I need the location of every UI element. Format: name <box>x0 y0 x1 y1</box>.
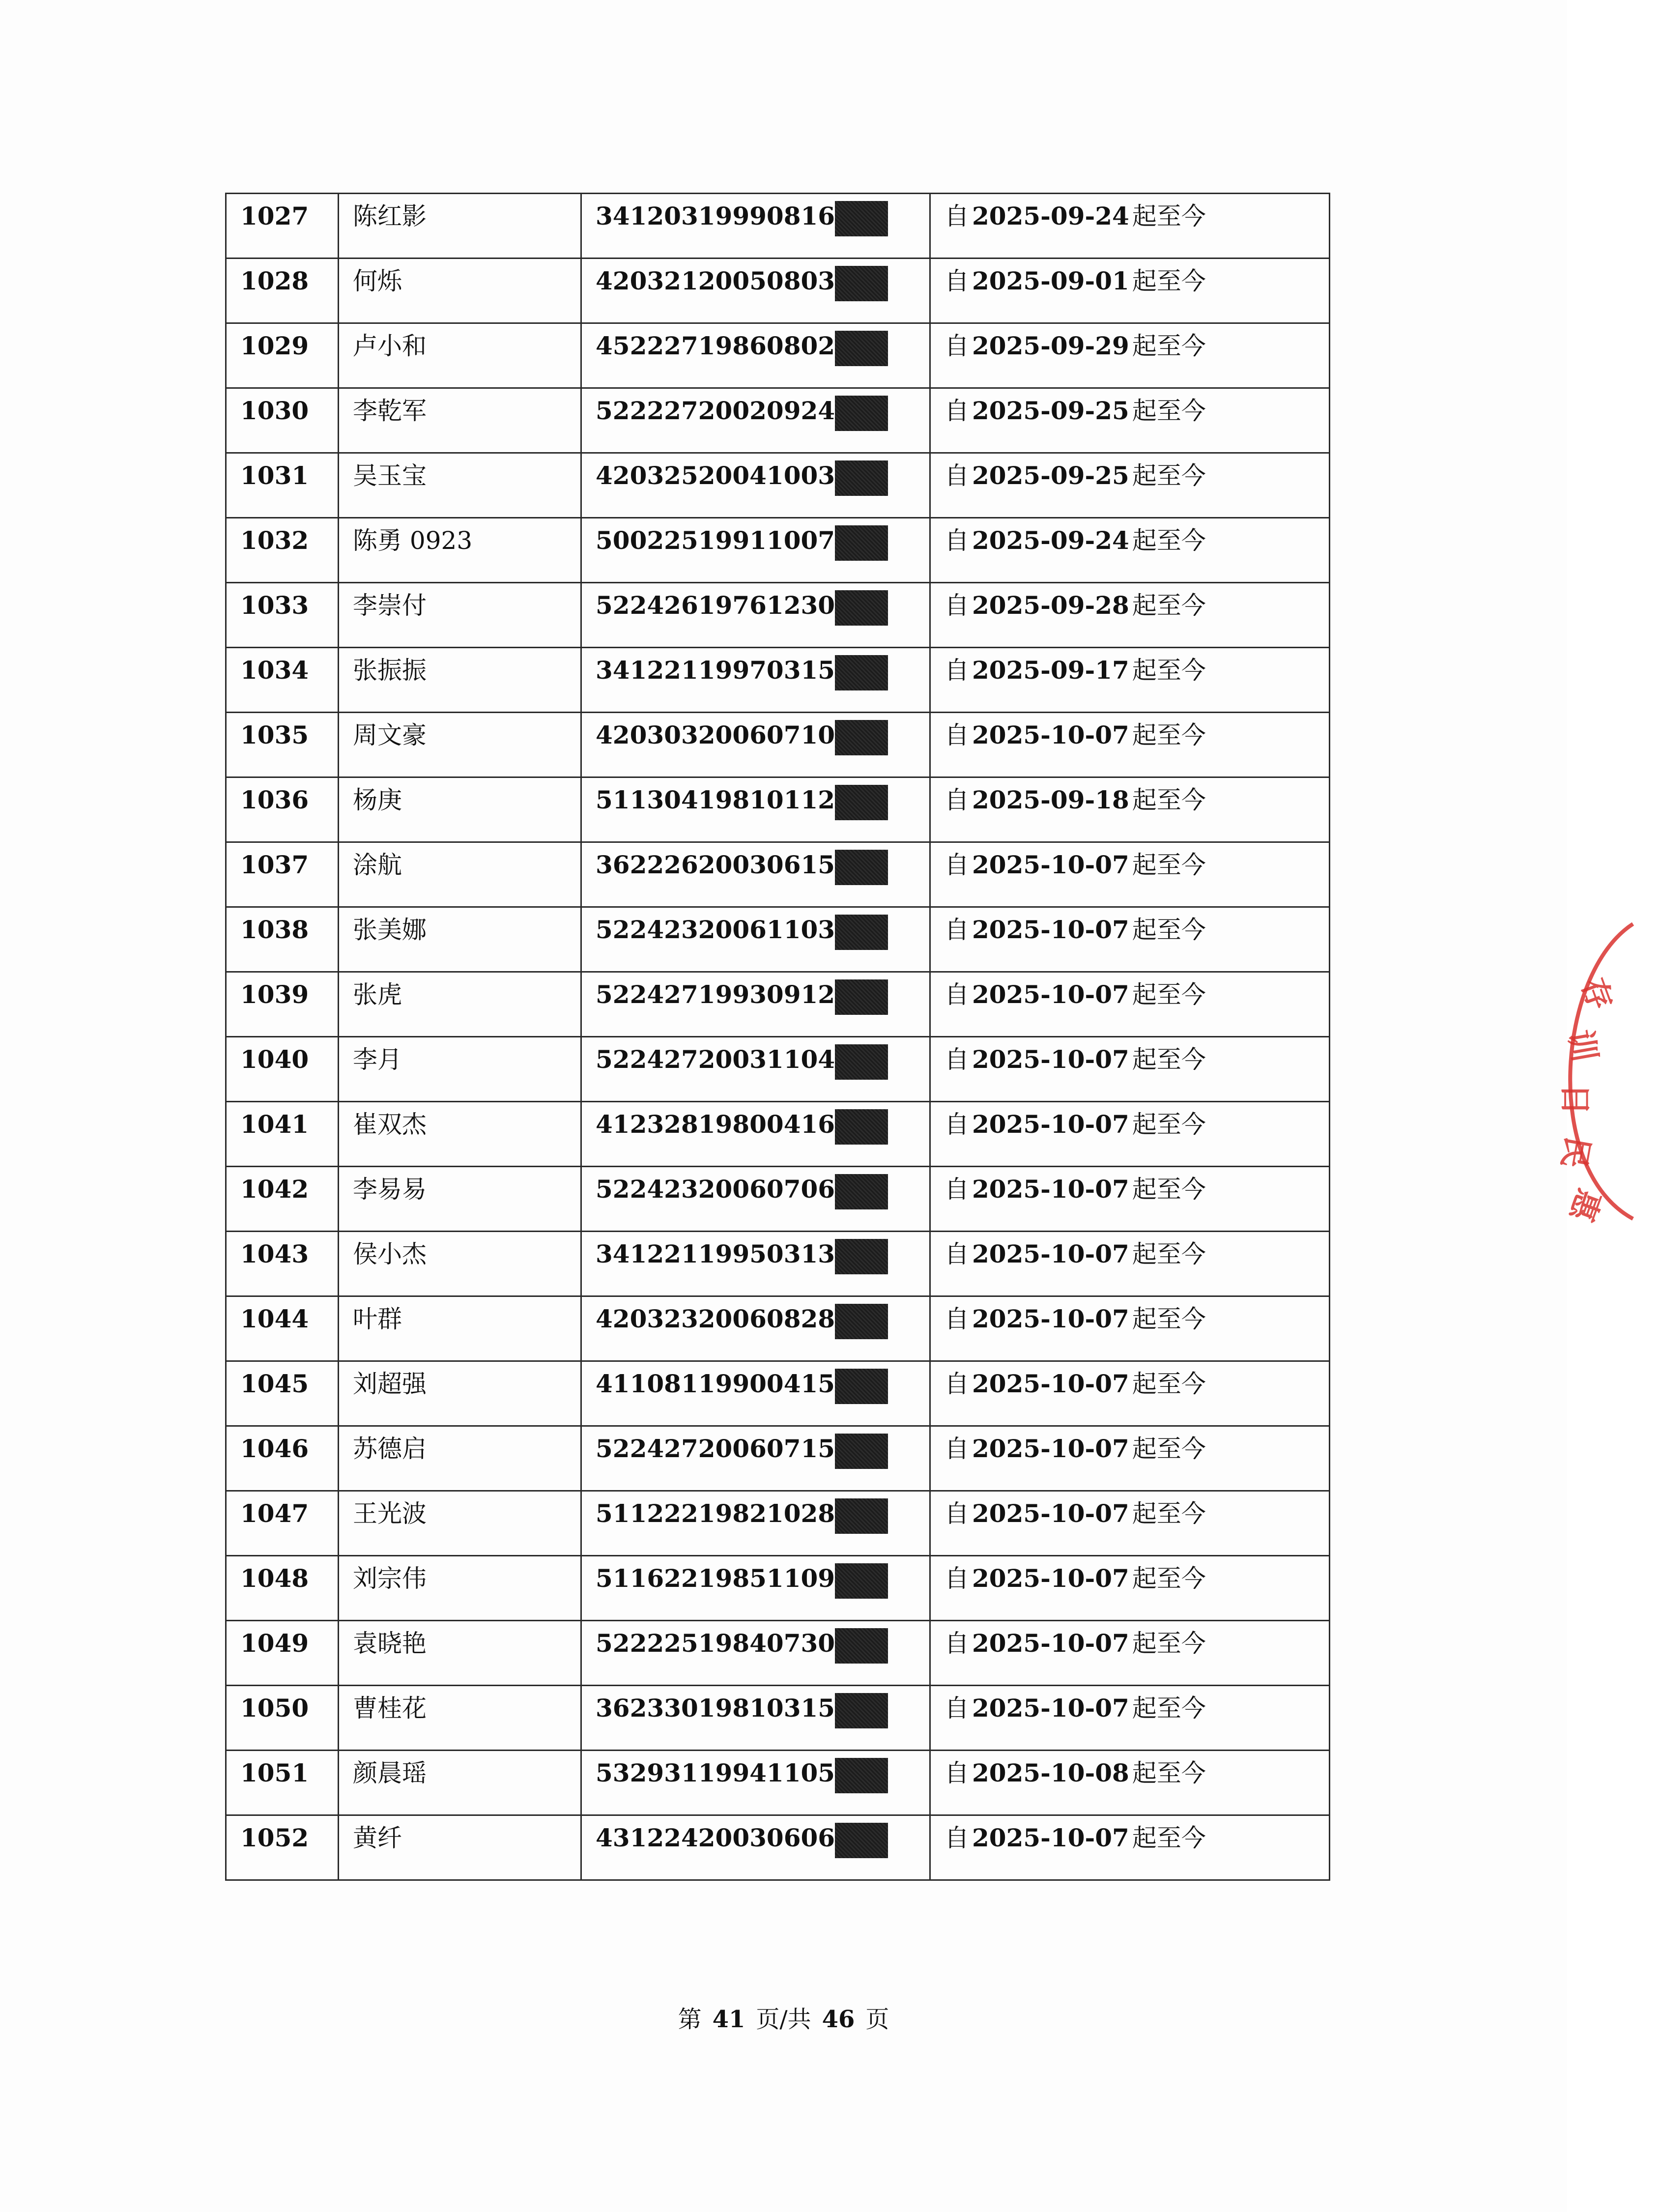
table-row <box>226 842 1330 907</box>
redaction-block <box>835 979 888 1015</box>
id-number: 51122219821028 <box>596 1492 888 1534</box>
person-name: 叶群 <box>353 1305 402 1333</box>
table-row <box>226 1556 1330 1621</box>
date-cell <box>930 1167 1330 1232</box>
date-cell <box>930 1296 1330 1361</box>
table-row <box>226 1296 1330 1361</box>
id-number: 42032120050803 <box>596 259 888 301</box>
person-name: 陈勇 0923 <box>353 526 473 555</box>
row-number: 1031 <box>240 461 309 490</box>
id-number-cell <box>581 1621 930 1686</box>
date-range: 自 2025-10-07 起至今 <box>944 1694 1206 1723</box>
id-number-cell <box>581 259 930 323</box>
svg-text:民: 民 <box>1554 1134 1596 1172</box>
name-cell <box>339 1815 581 1880</box>
id-number-cell <box>581 1296 930 1361</box>
roster-table <box>225 193 1330 1881</box>
row-number: 1032 <box>240 526 309 555</box>
redaction-block <box>835 1628 888 1664</box>
person-name: 周文豪 <box>353 721 427 749</box>
table-row <box>226 1751 1330 1815</box>
row-number: 1041 <box>240 1110 309 1139</box>
name-cell <box>339 194 581 259</box>
redaction-block <box>835 1044 888 1080</box>
table-row <box>226 583 1330 648</box>
date-range: 自 2025-09-25 起至今 <box>944 461 1206 490</box>
id-number-cell <box>581 1556 930 1621</box>
id-number-cell <box>581 972 930 1037</box>
date-cell <box>930 1751 1330 1815</box>
person-name: 何烁 <box>353 267 402 295</box>
date-cell <box>930 1232 1330 1296</box>
row-number-cell <box>226 453 339 518</box>
table-row <box>226 1361 1330 1426</box>
name-cell <box>339 518 581 583</box>
date-range: 自 2025-09-29 起至今 <box>944 331 1206 360</box>
date-cell <box>930 1102 1330 1167</box>
table-row <box>226 907 1330 972</box>
person-name: 卢小和 <box>353 332 427 360</box>
row-number: 1034 <box>240 656 309 685</box>
table-row <box>226 259 1330 323</box>
id-number: 52242320061103 <box>596 908 888 950</box>
id-number-cell <box>581 194 930 259</box>
name-cell <box>339 648 581 713</box>
name-cell <box>339 583 581 648</box>
id-number: 34122119970315 <box>596 648 888 690</box>
name-cell <box>339 713 581 777</box>
row-number-cell <box>226 583 339 648</box>
id-number: 51162219851109 <box>596 1556 888 1599</box>
name-cell <box>339 1232 581 1296</box>
date-cell <box>930 1491 1330 1556</box>
id-number-cell <box>581 713 930 777</box>
id-number: 43122420030606 <box>596 1816 888 1858</box>
table-row <box>226 713 1330 777</box>
date-range: 自 2025-10-07 起至今 <box>944 1629 1206 1658</box>
date-cell <box>930 842 1330 907</box>
date-range: 自 2025-10-07 起至今 <box>944 1175 1206 1204</box>
person-name: 李易易 <box>353 1175 427 1204</box>
row-number-cell <box>226 518 339 583</box>
id-number-cell <box>581 1815 930 1880</box>
date-cell <box>930 713 1330 777</box>
redaction-block <box>835 915 888 950</box>
redaction-block <box>835 1693 888 1728</box>
redaction-block <box>835 1758 888 1793</box>
row-number-cell <box>226 648 339 713</box>
id-number-cell <box>581 388 930 453</box>
redaction-block <box>835 1239 888 1274</box>
redaction-block <box>835 201 888 236</box>
row-number-cell <box>226 1491 339 1556</box>
redaction-block <box>835 1174 888 1209</box>
date-cell <box>930 194 1330 259</box>
date-cell <box>930 1815 1330 1880</box>
footer-suffix: 页 <box>865 2006 889 2033</box>
id-number: 50022519911007 <box>596 518 888 561</box>
id-number-cell <box>581 1361 930 1426</box>
date-range: 自 2025-10-07 起至今 <box>944 1369 1206 1398</box>
name-cell <box>339 1426 581 1491</box>
id-number: 36222620030615 <box>596 843 888 885</box>
row-number: 1045 <box>240 1369 309 1398</box>
date-range: 自 2025-10-07 起至今 <box>944 1499 1206 1528</box>
id-number: 52242320060706 <box>596 1167 888 1209</box>
redaction-block <box>835 1823 888 1858</box>
redaction-block <box>835 331 888 366</box>
id-number-cell <box>581 1037 930 1102</box>
roster-table-body <box>226 194 1330 1880</box>
id-number: 41232819800416 <box>596 1102 888 1145</box>
redaction-block <box>835 850 888 885</box>
current-page-number: 41 <box>712 2006 745 2033</box>
row-number: 1038 <box>240 915 309 944</box>
date-cell <box>930 1686 1330 1751</box>
person-name: 曹桂花 <box>353 1694 427 1723</box>
id-number-cell <box>581 1167 930 1232</box>
date-range: 自 2025-09-18 起至今 <box>944 785 1206 814</box>
row-number-cell <box>226 1167 339 1232</box>
redaction-block <box>835 655 888 690</box>
person-name: 刘宗伟 <box>353 1564 427 1593</box>
date-cell <box>930 388 1330 453</box>
row-number-cell <box>226 1361 339 1426</box>
date-cell <box>930 518 1330 583</box>
date-range: 自 2025-10-07 起至今 <box>944 1045 1206 1074</box>
id-number: 52222519840730 <box>596 1621 888 1664</box>
table-row <box>226 777 1330 842</box>
row-number: 1040 <box>240 1045 309 1074</box>
id-number: 36233019810315 <box>596 1686 888 1728</box>
person-name: 杨庚 <box>353 786 402 814</box>
redaction-block <box>835 720 888 755</box>
page-footer <box>0 2000 1567 2034</box>
row-number: 1028 <box>240 266 309 295</box>
date-range: 自 2025-10-07 起至今 <box>944 720 1206 749</box>
date-cell <box>930 777 1330 842</box>
date-range: 自 2025-09-28 起至今 <box>944 591 1206 620</box>
id-number: 34122119950313 <box>596 1232 888 1274</box>
date-cell <box>930 583 1330 648</box>
id-number: 42032320060828 <box>596 1297 888 1339</box>
row-number: 1035 <box>240 720 309 749</box>
redaction-block <box>835 266 888 301</box>
date-cell <box>930 648 1330 713</box>
row-number-cell <box>226 1426 339 1491</box>
person-name: 涂航 <box>353 851 402 879</box>
person-name: 侯小杰 <box>353 1240 427 1268</box>
row-number: 1037 <box>240 850 309 879</box>
date-range: 自 2025-10-07 起至今 <box>944 1304 1206 1333</box>
name-cell <box>339 453 581 518</box>
total-pages-number: 46 <box>822 2006 855 2033</box>
name-cell <box>339 1361 581 1426</box>
id-number: 41108119900415 <box>596 1362 888 1404</box>
person-name: 袁晓艳 <box>353 1629 427 1658</box>
svg-text:惠: 惠 <box>1562 1184 1607 1226</box>
row-number: 1033 <box>240 591 309 620</box>
footer-prefix: 第 <box>678 2006 702 2033</box>
name-cell <box>339 777 581 842</box>
name-cell <box>339 1037 581 1102</box>
date-range: 自 2025-09-01 起至今 <box>944 266 1206 295</box>
date-range: 自 2025-09-24 起至今 <box>944 526 1206 555</box>
row-number-cell <box>226 1556 339 1621</box>
name-cell <box>339 1491 581 1556</box>
date-range: 自 2025-10-07 起至今 <box>944 850 1206 879</box>
row-number-cell <box>226 388 339 453</box>
redaction-block <box>835 1369 888 1404</box>
date-cell <box>930 1037 1330 1102</box>
name-cell <box>339 1167 581 1232</box>
id-number: 45222719860802 <box>596 324 888 366</box>
table-row <box>226 1102 1330 1167</box>
row-number-cell <box>226 323 339 388</box>
table-row <box>226 453 1330 518</box>
date-range: 自 2025-10-07 起至今 <box>944 1823 1206 1852</box>
id-number-cell <box>581 1102 930 1167</box>
name-cell <box>339 1556 581 1621</box>
person-name: 刘超强 <box>353 1370 427 1398</box>
table-row <box>226 1037 1330 1102</box>
id-number: 42030320060710 <box>596 713 888 755</box>
id-number-cell <box>581 1491 930 1556</box>
name-cell <box>339 972 581 1037</box>
date-cell <box>930 907 1330 972</box>
date-cell <box>930 1426 1330 1491</box>
person-name: 吴玉宝 <box>353 461 427 490</box>
row-number: 1039 <box>240 980 309 1009</box>
row-number-cell <box>226 1102 339 1167</box>
table-row <box>226 388 1330 453</box>
table-row <box>226 1426 1330 1491</box>
row-number-cell <box>226 972 339 1037</box>
date-cell <box>930 972 1330 1037</box>
table-row <box>226 972 1330 1037</box>
id-number-cell <box>581 323 930 388</box>
date-cell <box>930 1621 1330 1686</box>
person-name: 颜晨瑶 <box>353 1759 427 1787</box>
row-number-cell <box>226 842 339 907</box>
id-number: 42032520041003 <box>596 454 888 496</box>
id-number: 52242720060715 <box>596 1427 888 1469</box>
table-row <box>226 1167 1330 1232</box>
redaction-block <box>835 460 888 496</box>
person-name: 王光波 <box>353 1499 427 1528</box>
person-name: 李崇付 <box>353 591 427 620</box>
row-number: 1050 <box>240 1694 309 1723</box>
person-name: 苏德启 <box>353 1435 427 1463</box>
date-range: 自 2025-10-08 起至今 <box>944 1758 1206 1787</box>
redaction-block <box>835 1109 888 1145</box>
name-cell <box>339 907 581 972</box>
id-number-cell <box>581 648 930 713</box>
redaction-block <box>835 590 888 626</box>
official-seal-stamp <box>1513 914 1660 1229</box>
person-name: 崔双杰 <box>353 1110 427 1139</box>
footer-middle: 页/共 <box>756 2006 811 2033</box>
id-number-cell <box>581 518 930 583</box>
svg-text:存: 存 <box>1574 973 1619 1015</box>
row-number: 1027 <box>240 201 309 230</box>
date-cell <box>930 323 1330 388</box>
date-range: 自 2025-10-07 起至今 <box>944 1564 1206 1593</box>
date-range: 自 2025-10-07 起至今 <box>944 1239 1206 1268</box>
row-number-cell <box>226 1686 339 1751</box>
date-cell <box>930 1556 1330 1621</box>
person-name: 李乾军 <box>353 397 427 425</box>
name-cell <box>339 842 581 907</box>
table-row <box>226 648 1330 713</box>
redaction-block <box>835 785 888 820</box>
redaction-block <box>835 1498 888 1534</box>
row-number: 1029 <box>240 331 309 360</box>
svg-text:日: 日 <box>1556 1084 1593 1115</box>
name-cell <box>339 1686 581 1751</box>
row-number-cell <box>226 1815 339 1880</box>
table-row <box>226 518 1330 583</box>
name-cell <box>339 1102 581 1167</box>
id-number-cell <box>581 1686 930 1751</box>
person-name: 张振振 <box>353 656 427 685</box>
row-number-cell <box>226 1621 339 1686</box>
redaction-block <box>835 1563 888 1599</box>
date-cell <box>930 453 1330 518</box>
person-name: 陈红影 <box>353 202 427 230</box>
date-range: 自 2025-10-07 起至今 <box>944 1110 1206 1139</box>
id-number: 52242619761230 <box>596 583 888 626</box>
row-number: 1052 <box>240 1823 309 1852</box>
id-number-cell <box>581 583 930 648</box>
date-range: 自 2025-09-17 起至今 <box>944 656 1206 685</box>
name-cell <box>339 323 581 388</box>
date-cell <box>930 1361 1330 1426</box>
row-number: 1048 <box>240 1564 309 1593</box>
row-number-cell <box>226 907 339 972</box>
redaction-block <box>835 1304 888 1339</box>
name-cell <box>339 388 581 453</box>
redaction-block <box>835 1434 888 1469</box>
redaction-block <box>835 396 888 431</box>
row-number: 1042 <box>240 1175 309 1204</box>
date-range: 自 2025-09-24 起至今 <box>944 201 1206 230</box>
row-number-cell <box>226 1751 339 1815</box>
row-number: 1046 <box>240 1434 309 1463</box>
id-number: 52242720031104 <box>596 1037 888 1080</box>
row-number: 1030 <box>240 396 309 425</box>
table-row <box>226 1491 1330 1556</box>
id-number-cell <box>581 1426 930 1491</box>
id-number: 52222720020924 <box>596 389 888 431</box>
redaction-block <box>835 525 888 561</box>
id-number-cell <box>581 453 930 518</box>
id-number: 52242719930912 <box>596 973 888 1015</box>
svg-text:训: 训 <box>1561 1027 1603 1064</box>
name-cell <box>339 1751 581 1815</box>
table-row <box>226 1232 1330 1296</box>
id-number-cell <box>581 777 930 842</box>
name-cell <box>339 259 581 323</box>
row-number-cell <box>226 713 339 777</box>
table-row <box>226 1686 1330 1751</box>
row-number-cell <box>226 259 339 323</box>
row-number: 1044 <box>240 1304 309 1333</box>
person-name: 李月 <box>353 1045 402 1074</box>
row-number: 1036 <box>240 785 309 814</box>
date-range: 自 2025-10-07 起至今 <box>944 915 1206 944</box>
row-number-cell <box>226 1037 339 1102</box>
table-row <box>226 194 1330 259</box>
row-number: 1047 <box>240 1499 309 1528</box>
row-number: 1051 <box>240 1758 309 1787</box>
table-row <box>226 323 1330 388</box>
row-number-cell <box>226 1232 339 1296</box>
date-range: 自 2025-10-07 起至今 <box>944 980 1206 1009</box>
name-cell <box>339 1296 581 1361</box>
date-range: 自 2025-09-25 起至今 <box>944 396 1206 425</box>
id-number-cell <box>581 1232 930 1296</box>
id-number: 34120319990816 <box>596 194 888 236</box>
row-number-cell <box>226 194 339 259</box>
person-name: 张美娜 <box>353 916 427 944</box>
id-number-cell <box>581 907 930 972</box>
id-number: 53293119941105 <box>596 1751 888 1793</box>
name-cell <box>339 1621 581 1686</box>
date-range: 自 2025-10-07 起至今 <box>944 1434 1206 1463</box>
row-number-cell <box>226 1296 339 1361</box>
id-number: 51130419810112 <box>596 778 888 820</box>
person-name: 张虎 <box>353 980 402 1009</box>
id-number-cell <box>581 1751 930 1815</box>
person-name: 黄纤 <box>353 1824 402 1852</box>
id-number-cell <box>581 842 930 907</box>
table-row <box>226 1815 1330 1880</box>
date-cell <box>930 259 1330 323</box>
row-number: 1043 <box>240 1239 309 1268</box>
row-number-cell <box>226 777 339 842</box>
row-number: 1049 <box>240 1629 309 1658</box>
table-row <box>226 1621 1330 1686</box>
